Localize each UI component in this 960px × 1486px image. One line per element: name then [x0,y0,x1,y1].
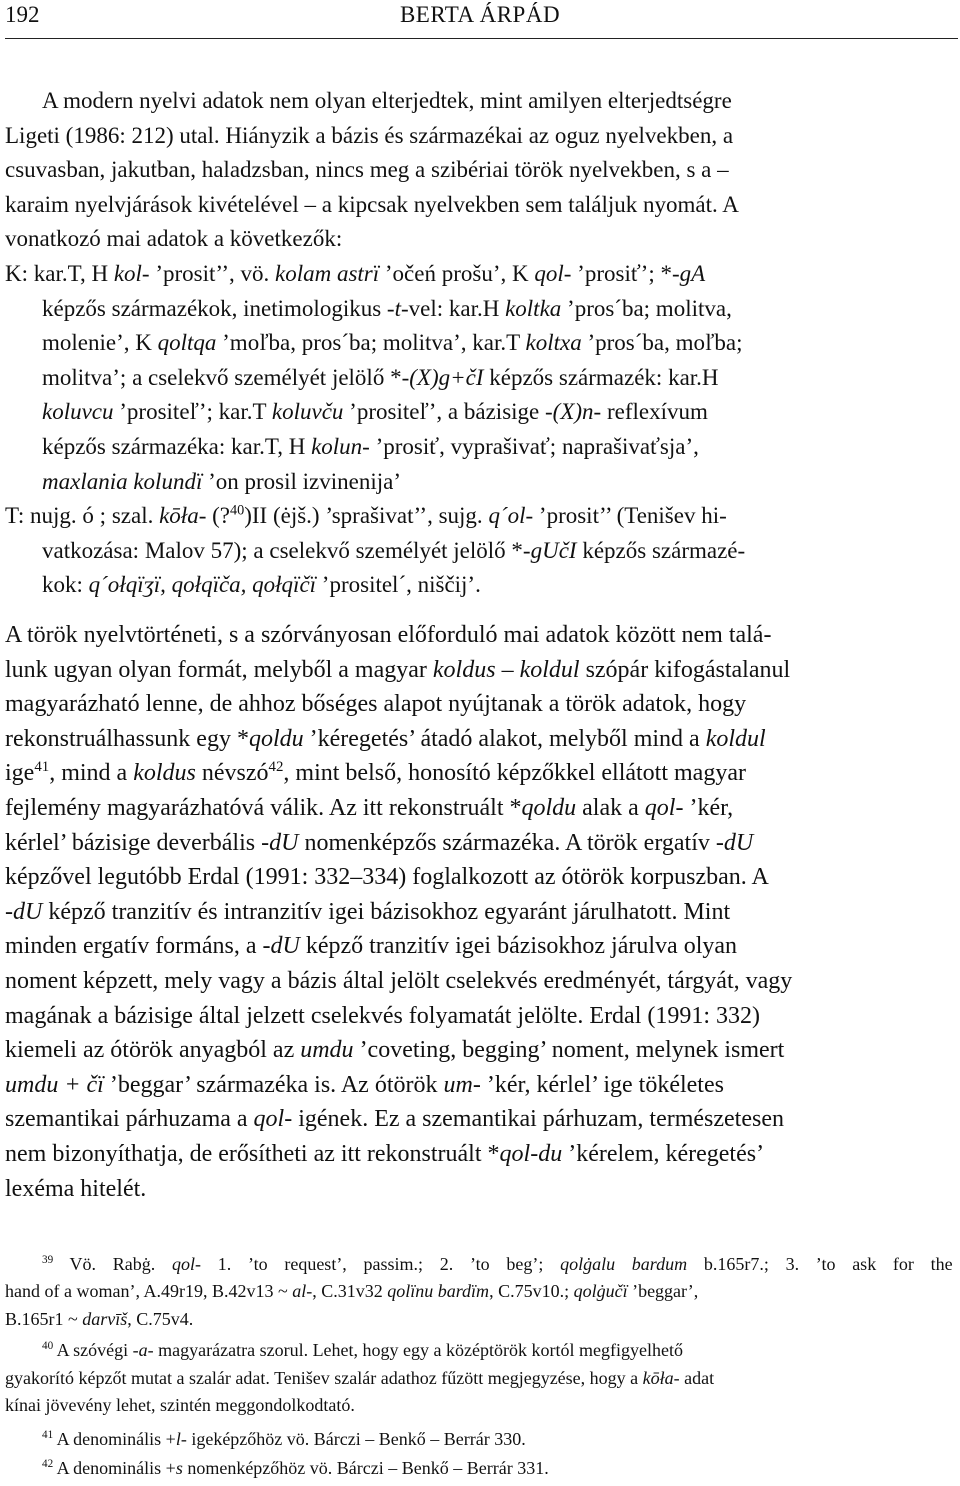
text-run: (? [206,503,230,529]
italic-term: qolġalu bardum [560,1254,688,1274]
text-run: szemantikai párhuzama a [5,1106,254,1133]
text-run: ’prosit’’ (Tenišev hi- [533,503,727,529]
body-line [5,1070,724,1100]
text-run: T: nujg. ó ; szal. [5,503,160,529]
text-run: ’očeń prošu’, K [379,261,535,286]
block-line [42,397,708,427]
footnote-ref: 41 [42,1429,54,1441]
italic-term: um- [443,1071,481,1098]
footnote-line [42,1427,526,1451]
body-line [5,828,753,858]
text-run: képző tranzitív igei bázisokhoz járulva olyan [299,933,738,960]
body-line [5,689,746,719]
text-run: ’coveting, begging’ noment, melynek ismert [353,1037,785,1064]
text-run: vatkozása: Malov 57); a cselekvő személyét jelölő *- [42,537,531,563]
text-run: A denominális + [53,1458,176,1478]
text-run: képzős származék: kar.H [483,364,719,390]
block-line [42,294,732,324]
footnote-line [5,1279,698,1303]
text-run: – [495,656,520,683]
text-run: ’prosiť’; *- [571,261,680,286]
text-run: - magyarázatra szorul. Lehet, hogy egy a középtörök kortól megfigyelhető [147,1340,683,1360]
text-run: karaim nyelvjárások kivételével – a kipcsak nyelvekben sem találjuk nyomát. A [5,191,739,217]
text-run: vonatkozó mai adatok a következők: [5,226,343,252]
text-run: - [5,898,13,925]
text-run: - igeképzőhöz vö. Bárczi – Benkő – Berrár 330. [180,1429,526,1449]
italic-term: kōła- [642,1368,680,1388]
block-line [42,328,742,358]
text-run: ’prositeľ’; kar.T [113,399,272,425]
italic-term: koltka [505,295,562,321]
text-run: ’prosit’’, vö. [149,261,275,286]
italic-term: koldul [519,656,580,683]
italic-term: qol- [172,1254,201,1274]
block-line [5,155,729,185]
footnote-ref: 40 [42,1340,54,1352]
italic-term: qoltqa [157,330,217,356]
text-run: lexéma hitelét. [5,1175,147,1202]
italic-term: dU [13,898,43,925]
page-number: 192 [5,2,40,27]
text-run: képzős származéka: kar.T, H [42,434,312,459]
text-run: nomenképzőhöz vö. Bárczi – Benkő – Berrár 331. [182,1458,549,1478]
italic-term: q´ol- [488,503,534,529]
body-line [5,724,766,754]
block-line [5,501,727,531]
footnote-line [42,1456,549,1480]
text-run: , C.75v4. [127,1308,194,1329]
text-run: noment képzett, mely vagy a bázis által jelölt cselekvés eredményét, tárgyát, vagy [5,968,793,994]
text-run: névszó [195,760,269,787]
block-line [42,363,719,393]
italic-term: koltxa [525,330,582,356]
italic-term: gUčI [530,537,577,563]
text-run: - reflexívum [593,399,708,425]
text-run: képző tranzitív és intranzitív igei bázisokhoz egyaránt járulhatott. Mint [42,898,731,925]
text-run: minden ergatív formáns, a - [5,933,271,960]
italic-term: koldul [705,725,766,752]
text-run: ’beggar’, [627,1281,699,1302]
body-line [5,1174,146,1204]
block-line [5,224,342,254]
body-line [5,931,737,961]
text-run: lunk ugyan olyan formát, melyből a magyar [5,656,433,683]
text-run: ige [5,760,35,787]
text-run: képzős származékok, inetimologikus - [42,295,395,321]
text-run: ’prositeľ’, a bázisige - [343,399,553,425]
body-line [5,793,733,823]
block-line [5,190,739,220]
block-line [42,432,699,462]
text-run: )II (ėjš.) ’sprašivat’’, sujg. [244,503,489,529]
text-run: ’kéregetés’ átadó alakot, melyből mind a [303,725,706,752]
text-run: igének. Ez a szemantikai párhuzam, természetesen [292,1106,784,1133]
footnote-line [5,1393,355,1417]
body-line [5,897,730,927]
body-line [5,862,769,892]
text-run: -vel: kar.H [400,295,506,321]
body-line [5,1139,764,1169]
italic-term: (X)n [552,399,594,425]
text-run: b.165r7.; 3. ’to ask for the [687,1254,953,1274]
text-run: Vö. Rabġ. [53,1254,172,1274]
text-run: gyakorító képzőt mutat a szalár adat. Tenišev szalár adathoz fűzött megjegyzése, hogy a [5,1368,643,1388]
italic-term: qoldu [521,795,577,821]
italic-term: l [175,1429,181,1449]
text-run: rekonstruálhassunk egy * [5,725,249,752]
italic-term: dU [269,829,299,856]
running-head-author: BERTA ÁRPÁD [399,2,561,27]
text-run: ’on prosil izvinenija’ [202,468,401,494]
running-header [0,0,960,40]
footnote-line [42,1338,683,1362]
italic-term: koldus [432,656,496,683]
body-line [5,1001,760,1031]
italic-term: qol- [644,795,684,821]
italic-term: qolïnu bardïm [387,1281,490,1302]
italic-term: koldus [133,760,196,787]
italic-term: q´ołqïʒï, qołqïča, qołqïčï [88,572,317,598]
text-run: A modern nyelvi adatok nem olyan elterjedtek, mint amilyen elterjedtségre [42,88,732,113]
italic-term: gA [679,261,706,286]
text-run: A török nyelvtörténeti, s a szórványosan előforduló mai adatok között nem talá- [5,622,772,648]
italic-term: (X)g+čI [409,364,484,390]
text-run: , mind a [49,760,134,787]
text-run: nem bizonyíthatja, de erősítheti az itt rekonstruált * [5,1141,500,1167]
block-line [5,121,733,151]
block-line [42,536,745,566]
block-line [42,467,401,497]
body-line [5,966,792,996]
body-line [5,620,771,650]
text-run: kínai jövevény lehet, szintén meggondolkodtató. [5,1395,355,1415]
block-line [5,259,705,289]
footnote-ref: 40 [229,502,245,519]
italic-term: qolġučï [573,1281,628,1302]
text-run: alak a [576,795,645,821]
italic-term: a [138,1340,148,1360]
footnote-line [5,1366,714,1390]
italic-term: kolun- [311,434,370,459]
text-run: ’pros´ba, moľba; [581,330,743,356]
footnote-line [5,1307,193,1331]
italic-term: kolam astrï [275,261,380,286]
text-run: A denominális + [53,1429,176,1449]
text-run: , C.75v10.; [489,1281,574,1302]
text-run: , C.31v32 [312,1281,388,1302]
text-run: csuvasban, jakutban, haladzsban, nincs meg a szibériai török nyelvekben, s a – [5,157,729,183]
text-run: ’kérelem, kéregetés’ [562,1141,765,1167]
footnote-ref: 41 [34,759,50,776]
body-line [5,1035,784,1065]
text-run: ’beggar’ származéka is. Az ótörök [103,1071,444,1098]
italic-term: koluvču [271,399,344,425]
footnote-ref: 42 [268,759,284,776]
block-line [42,86,732,116]
text-run: ’kér, kérlel’ ige tökéletes [480,1071,724,1098]
text-run: szópár kifogástalanul [579,656,791,683]
italic-term: t [394,295,401,321]
text-run: ’moľba, pros´ba; molitva’, kar.T [216,330,526,356]
text-run: Ligeti (1986: 212) utal. Hiányzik a bázis és származékai az oguz nyelvekben, a [5,122,734,148]
italic-term: qol- [534,261,572,286]
text-run: molitva’; a cselekvő személyét jelölő *- [42,364,410,390]
text-run: fejlemény magyarázhatóvá válik. Az itt rekonstruált * [5,795,522,821]
italic-term: qol- [253,1106,293,1133]
italic-term: umdu + čï [5,1071,104,1098]
text-run: kiemeli az ótörök anyagból az [5,1037,301,1064]
footnote-ref: 42 [42,1458,54,1470]
italic-term: qoldu [248,725,304,752]
italic-term: kol- [113,261,150,286]
text-run: ’kér, [683,795,734,821]
text-run: hand of a woman’, A.49r19, B.42v13 ~ [5,1281,293,1302]
italic-term: maxlania kolundï [42,468,203,494]
text-run: 1. ’to request’, passim.; 2. ’to beg’; [201,1254,561,1274]
italic-term: qol-du [499,1141,563,1167]
text-run: adat [679,1368,715,1388]
italic-term: dU [270,933,300,960]
text-run: molenie’, K [42,330,158,356]
body-line [5,655,790,685]
italic-term: dU [723,829,754,856]
text-run: magyarázható lenne, de ahhoz bőséges alapot nyújtanak a török adatok, hogy [5,691,747,718]
footnote-line [42,1252,953,1276]
italic-term: al- [292,1281,313,1302]
footnote-ref: 39 [42,1254,54,1266]
text-run: A szóvégi - [53,1340,139,1360]
italic-term: kōła- [159,503,207,529]
header-rule [5,38,958,39]
text-run: ’prositel´, niščij’. [316,572,481,598]
italic-term: koluvcu [42,399,114,425]
text-run: képzős származé- [576,537,746,563]
block-line [42,570,481,600]
text-run: , mint belső, honosító képzőkkel ellátott magyar [283,760,746,787]
text-run: K: kar.T, H [5,261,114,286]
italic-term: s [175,1458,183,1478]
text-run: B.165r1 ~ [5,1308,83,1329]
text-run: magának a bázisige által jelzett cselekvés folyamatát jelölte. Erdal (1991: 332) [5,1002,761,1029]
text-run: ’prosiť, vyprašivať; naprašivaťsja’, [369,434,699,459]
body-line [5,758,746,788]
text-run: kok: [42,572,89,598]
text-run: nomenképzős származéka. A török ergatív - [298,829,724,856]
text-run: képzővel legutóbb Erdal (1991: 332–334) foglalkozott az ótörök korpuszban. A [5,864,769,891]
italic-term: darvīš [82,1308,128,1329]
text-run: ’pros´ba; molitva, [561,295,732,321]
italic-term: umdu [300,1037,354,1064]
body-line [5,1104,784,1134]
text-run: kérlel’ bázisige deverbális - [5,829,270,856]
